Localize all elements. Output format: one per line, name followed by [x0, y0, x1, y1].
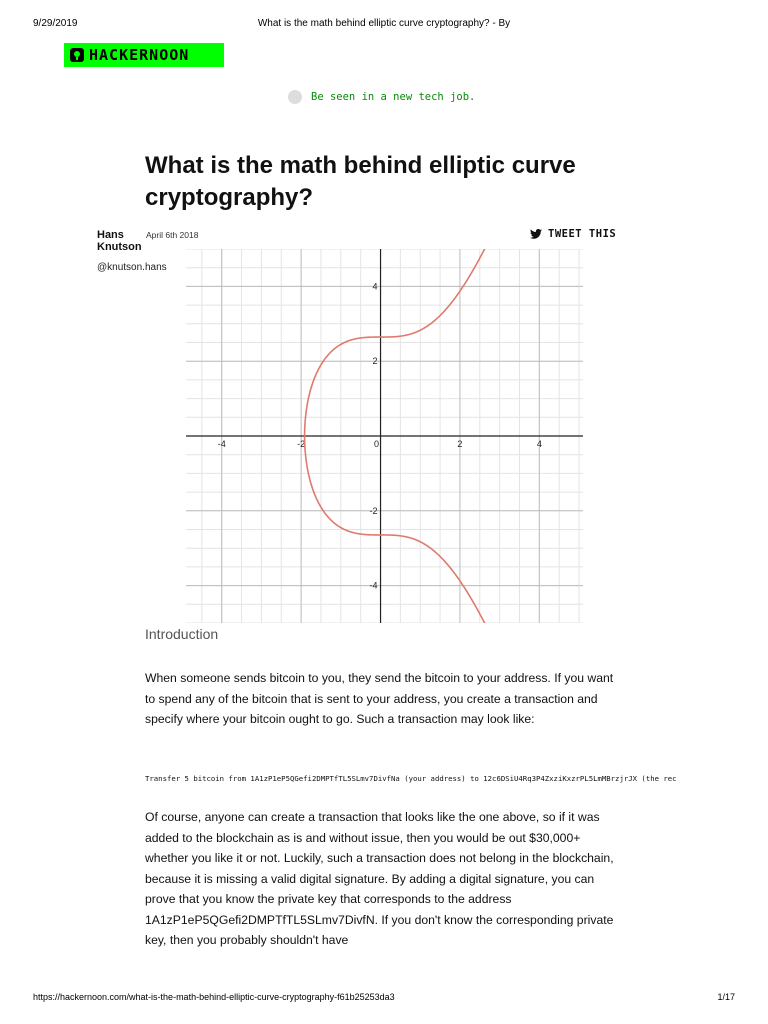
author-name: Hans Knutson — [97, 229, 142, 253]
y-tick-label: 4 — [372, 281, 378, 292]
x-tick-label: -2 — [297, 439, 306, 449]
print-header — [33, 18, 735, 32]
y-tick-label: 2 — [372, 356, 378, 367]
print-footer — [33, 992, 735, 1006]
hackernoon-logo[interactable] — [64, 43, 224, 67]
tweet-this-label: TWEET THIS — [548, 228, 617, 240]
x-tick-label: 0 — [374, 439, 380, 449]
promo-text: Be seen in a new tech job. — [311, 91, 476, 103]
print-url: https://hackernoon.com/what-is-the-math-behind-elliptic-curve-cryptography-f61b25253da3 — [33, 992, 395, 1002]
x-tick-label: -4 — [217, 439, 226, 449]
print-title: What is the math behind elliptic curve cryptography? - By — [257, 18, 511, 29]
article-title: What is the math behind elliptic curve cryptography? — [145, 152, 576, 211]
author-handle[interactable]: @knutson.hans — [97, 262, 167, 273]
tweet-this-button[interactable] — [530, 228, 616, 240]
x-tick-label: 2 — [457, 439, 463, 449]
publish-date: April 6th 2018 — [146, 230, 199, 240]
hackernoon-helmet-icon — [70, 48, 84, 62]
paragraph-signature: Of course, anyone can create a transaction that looks like the one above, so if it was added to the blockchain as is and without issue, then you would be out $30,000+ whether you like it or not. Luckily, such a transaction does not belong in the blockchain, because it is missing a valid digital signature. By adding a digital signature, you can prove that you know the private key that corresponds to the address 1A1zP1eP5QGefi2DMPTfTL5SLmv7DivfN. If you don't know the corresponding private key, then you probably shouldn't have — [145, 810, 614, 947]
page-number: 1/17 — [717, 992, 735, 1002]
elliptic-curve-svg — [186, 249, 583, 623]
x-tick-label: 4 — [536, 439, 542, 449]
transaction-code-line: Transfer 5 bitcoin from 1A1zP1eP5QGefi2DMPTfTL5SLmv7DivfNa (your address) to 12c6DSiU4Rq3P4ZxziKxzrPL5LmMBrzjrJX (the rec — [145, 774, 677, 783]
y-tick-label: -2 — [369, 505, 378, 516]
logo-text: HACKERNOON — [89, 46, 190, 64]
y-tick-label: -4 — [369, 580, 378, 591]
paragraph-intro: When someone sends bitcoin to you, they send the bitcoin to your address. If you want to spend any of the bitcoin that is sent to your address, you create a transaction and specify where your bitcoin ought to go. Such a transaction may look like: — [145, 671, 614, 726]
elliptic-curve-graph — [186, 249, 583, 623]
author-name-link[interactable] — [97, 229, 147, 253]
promo-link[interactable] — [288, 89, 475, 105]
section-heading: Introduction — [145, 626, 219, 642]
print-date: 9/29/2019 — [33, 18, 78, 29]
promo-avatar-icon — [288, 90, 302, 104]
twitter-bird-icon — [530, 229, 542, 239]
